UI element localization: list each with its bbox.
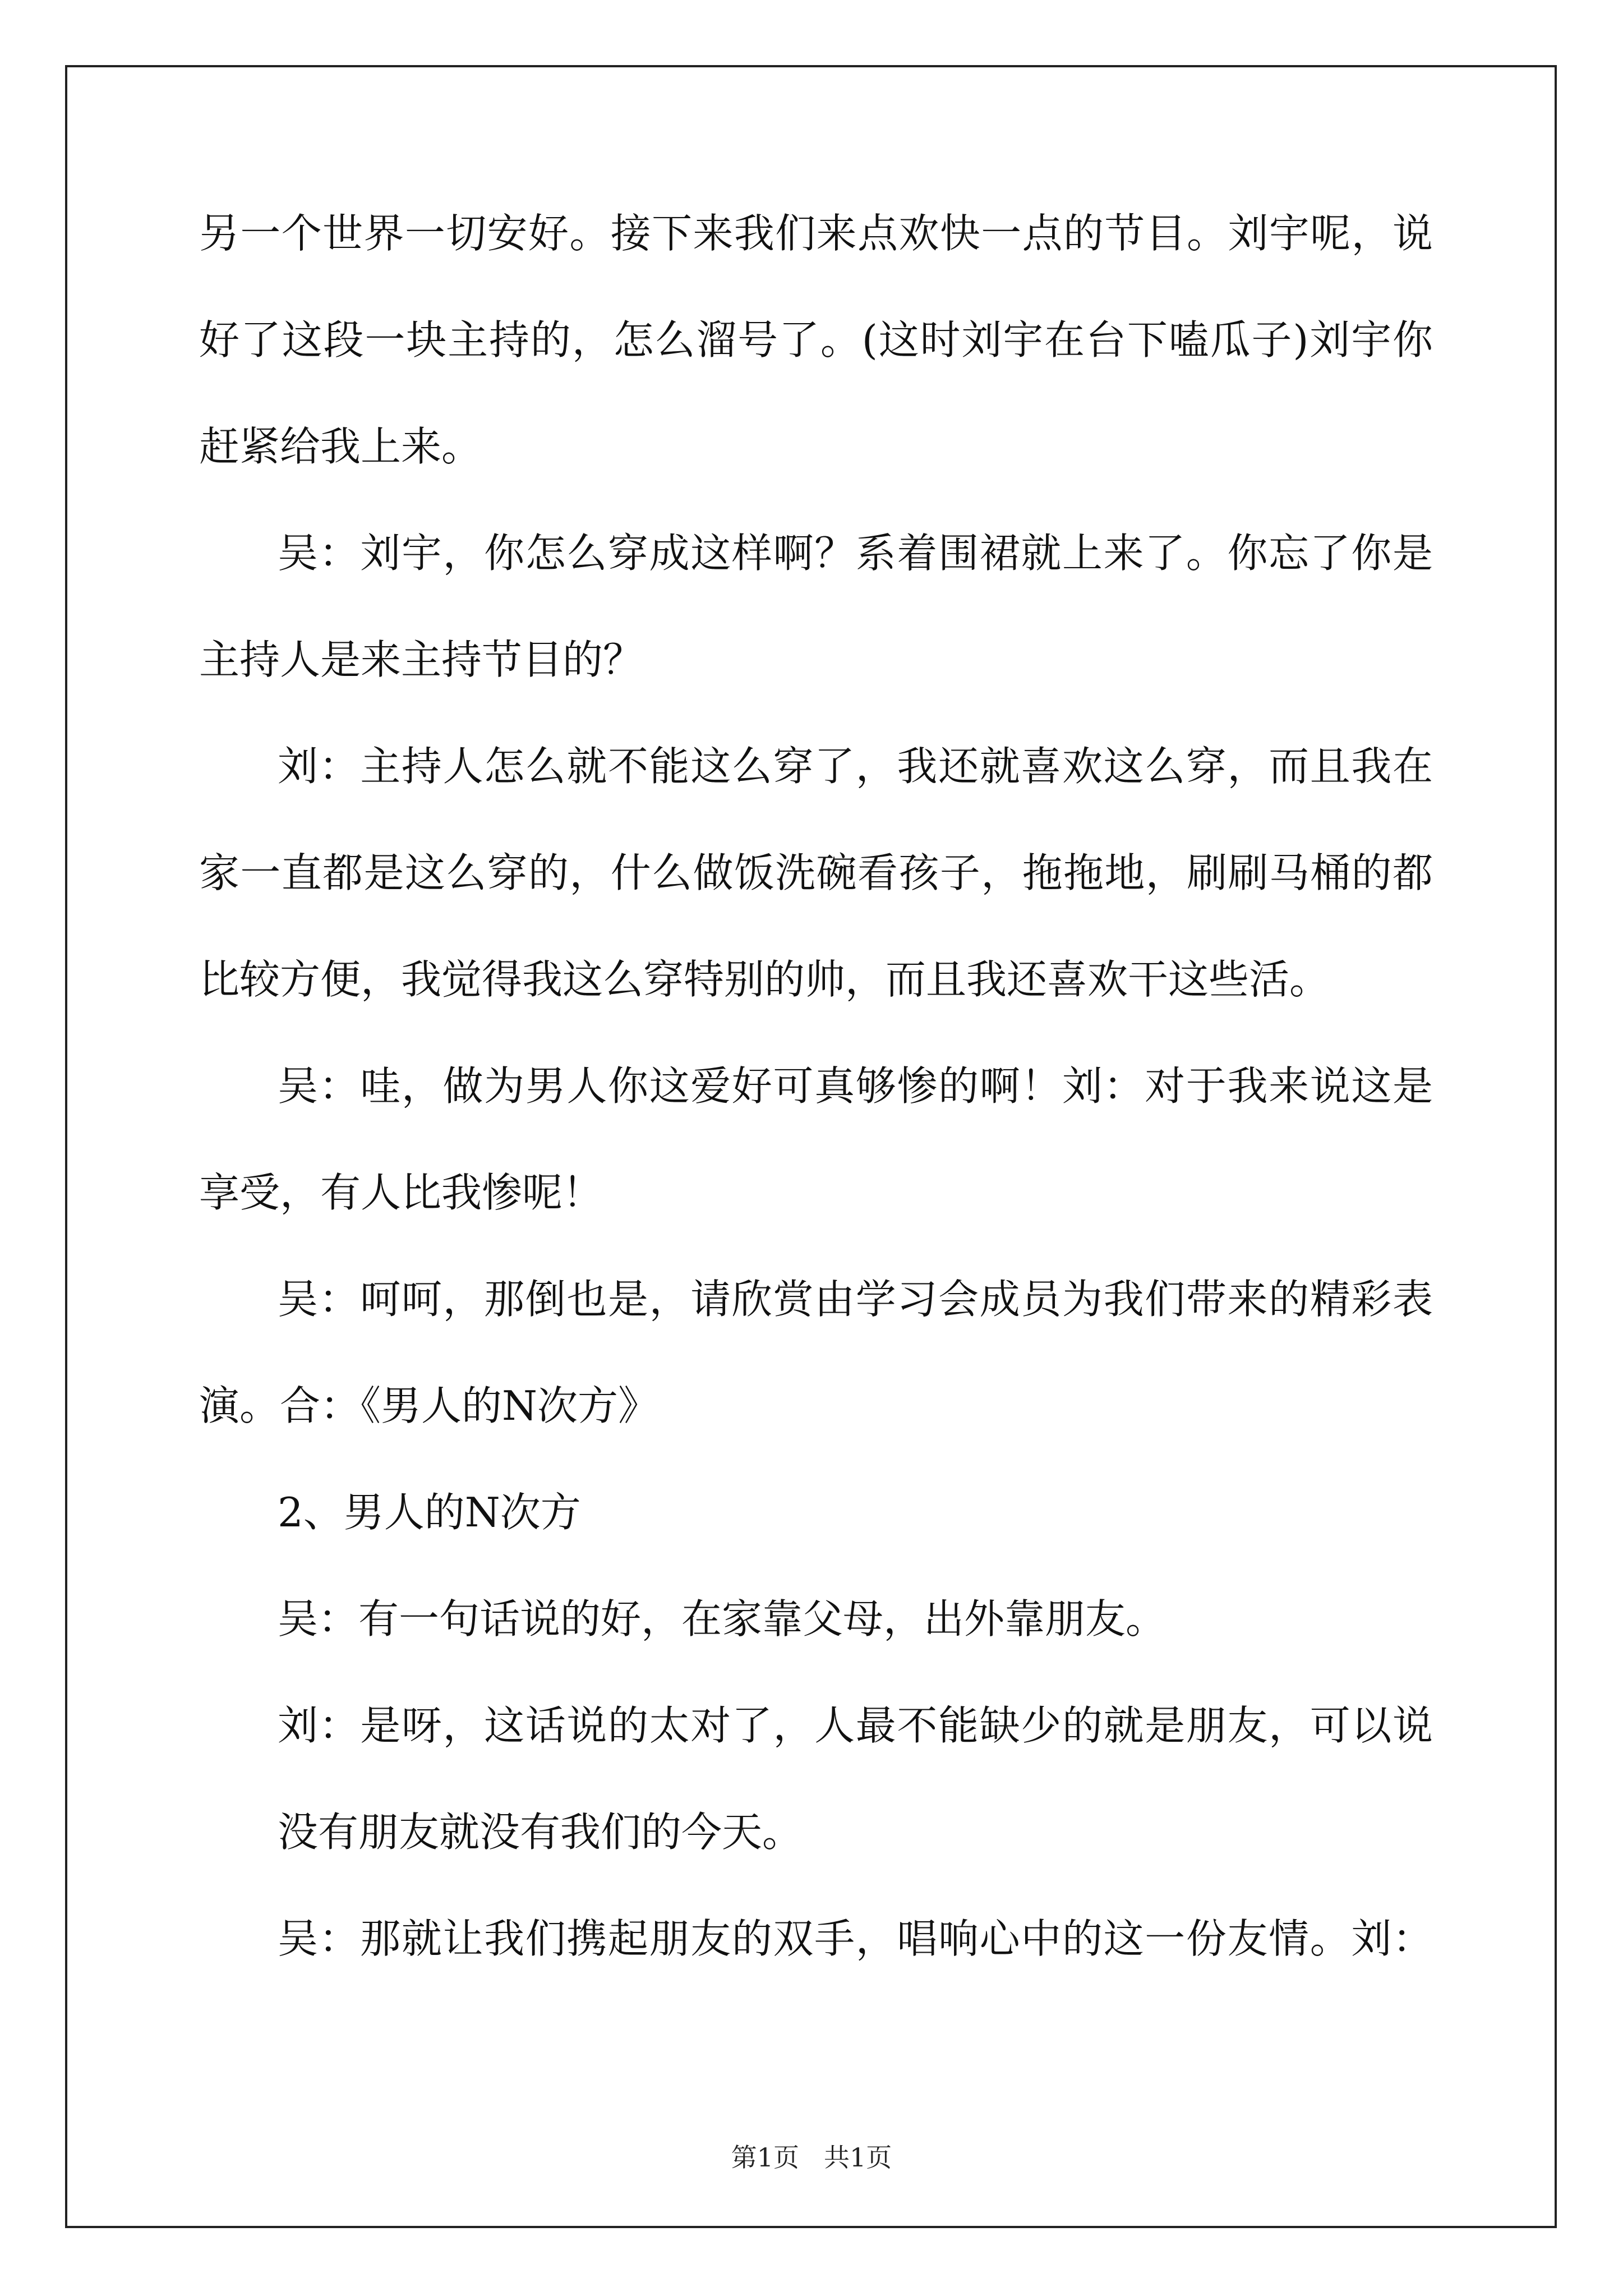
page-border: [65, 65, 1557, 2228]
text-line-5: 主持人是来主持节目的？: [199, 636, 644, 683]
text-line-3: 赶紧给我上来。: [199, 423, 482, 470]
text-line-6: 刘：主持人怎么就不能这么穿了，我还就喜欢这么穿，而且我在: [278, 743, 1433, 790]
page-footer: [0, 2137, 1623, 2174]
text-line-15: 刘：是呀，这话说的太对了，人最不能缺少的就是朋友，可以说: [278, 1702, 1433, 1749]
text-line-7: 家一直都是这么穿的，什么做饭洗碗看孩子，拖拖地，刷刷马桶的都: [199, 849, 1433, 896]
text-line-14: 吴：有一句话说的好，在家靠父母，出外靠朋友。: [278, 1595, 1166, 1642]
text-line-17: 吴：那就让我们携起朋友的双手，唱响心中的这一份友情。刘：: [278, 1915, 1433, 1962]
text-line-9: 吴：哇，做为男人你这爱好可真够惨的啊！刘：对于我来说这是: [278, 1062, 1433, 1110]
text-line-4: 吴：刘宇，你怎么穿成这样啊？系着围裙就上来了。你忘了你是: [278, 530, 1433, 577]
text-line-12: 演。合：《男人的N次方》: [199, 1382, 659, 1429]
page-number: 第1页: [731, 2142, 799, 2173]
text-line-16: 没有朋友就没有我们的今天。: [278, 1809, 803, 1856]
text-line-10: 享受，有人比我惨呢！: [199, 1169, 603, 1216]
page-total: 共1页: [824, 2142, 892, 2173]
text-line-1: 另一个世界一切安好。接下来我们来点欢快一点的节目。刘宇呢，说: [199, 210, 1433, 257]
text-line-2: 好了这段一块主持的，怎么溜号了。(这时刘宇在台下嗑瓜子)刘宇你: [199, 316, 1433, 364]
text-line-8: 比较方便，我觉得我这么穿特别的帅，而且我还喜欢干这些活。: [199, 956, 1330, 1003]
text-line-13: 2、男人的N次方: [278, 1489, 581, 1536]
text-line-11: 吴：呵呵，那倒也是，请欣赏由学习会成员为我们带来的精彩表: [278, 1276, 1433, 1323]
